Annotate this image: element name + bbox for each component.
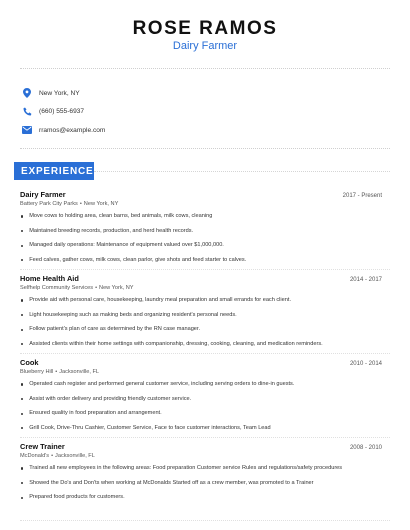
list-item: Assist with order delivery and providing friendly customer service. xyxy=(20,396,382,403)
email-link[interactable]: rramos@example.com xyxy=(39,126,106,134)
map-pin-icon xyxy=(22,88,32,98)
envelope-icon xyxy=(22,125,32,135)
divider xyxy=(20,520,390,521)
job-title: Dairy Farmer xyxy=(20,190,66,199)
contact-list xyxy=(22,84,105,140)
job-title: Cook xyxy=(20,358,39,367)
company-location: New York, NY xyxy=(83,201,119,207)
section-heading-experience: EXPERIENCE xyxy=(14,162,94,180)
list-item: Showed the Do's and Don'ts when working at McDonalds Started off as a crew member, was promoted to a Trainer xyxy=(20,480,382,487)
list-item: Assisted clients within their home settings with companionship, dressing, cooking, cleaning, and medication reminders. xyxy=(20,341,382,348)
company-name: Blueberry Hill xyxy=(20,369,54,375)
divider xyxy=(20,437,390,438)
bullet-list xyxy=(20,297,382,348)
list-item: Operated cash register and performed general customer service, including serving orders to dine-in guests. xyxy=(20,381,382,388)
job-company-line: Blueberry Hill • Jacksonville, FL xyxy=(20,369,100,375)
divider xyxy=(20,68,390,69)
job-dates: 2017 - Present xyxy=(342,193,382,199)
job-dates: 2010 - 2014 xyxy=(349,361,382,367)
bullet-list xyxy=(20,213,382,264)
list-item: Move cows to holding area, clean barns, bed animals, milk cows, cleaning xyxy=(20,213,382,220)
bullet-list xyxy=(20,381,382,432)
company-location: Jacksonville, FL xyxy=(59,369,100,375)
list-item: Ensured quality in food preparation and arrangement. xyxy=(20,410,382,417)
list-item: Grill Cook, Drive-Thru Cashier, Customer Service, Face to face customer interactions, Team Lead xyxy=(20,425,382,432)
phone-icon xyxy=(22,107,32,117)
job-entry xyxy=(20,358,382,439)
list-item: Prepared food products for customers. xyxy=(20,494,382,501)
company-name: McDonald's xyxy=(20,453,50,459)
bullet-list xyxy=(20,465,382,501)
list-item: Trained all new employees in the following areas: Food preparation Customer service Rules and regulations/safety procedures xyxy=(20,465,382,472)
company-name: Battery Park City Parks xyxy=(20,201,78,207)
list-item: Managed daily operations: Maintenance of equipment valued over $1,000,000. xyxy=(20,242,382,249)
job-dates: 2008 - 2010 xyxy=(349,445,382,451)
candidate-name: ROSE RAMOS xyxy=(132,18,278,39)
phone-text[interactable]: (660) 555-6937 xyxy=(39,108,85,116)
contact-email xyxy=(22,121,105,140)
list-item: Feed calves, gather cows, milk cows, clean parlor, give shots and feed starter to calves. xyxy=(20,257,382,264)
divider xyxy=(20,353,390,354)
divider xyxy=(94,171,390,172)
job-title-header: Dairy Farmer xyxy=(172,40,238,52)
job-title: Crew Trainer xyxy=(20,442,65,451)
job-title: Home Health Aid xyxy=(20,274,79,283)
job-company-line: Battery Park City Parks • New York, NY xyxy=(20,201,119,207)
list-item: Light housekeeping such as making beds and organizing resident's personal needs. xyxy=(20,312,382,319)
job-company-line: Selfhelp Community Services • New York, NY xyxy=(20,285,134,291)
job-entry xyxy=(20,442,382,509)
contact-location xyxy=(22,84,105,103)
job-dates: 2014 - 2017 xyxy=(349,277,382,283)
divider xyxy=(20,269,390,270)
company-name: Selfhelp Community Services xyxy=(20,285,94,291)
list-item: Provide aid with personal care, housekeeping, laundry meal preparation and small errands for each client. xyxy=(20,297,382,304)
job-entry xyxy=(20,274,382,355)
divider xyxy=(20,148,390,149)
company-location: New York, NY xyxy=(99,285,134,291)
location-text: New York, NY xyxy=(39,89,80,97)
company-location: Jacksonville, FL xyxy=(55,453,95,459)
job-entry xyxy=(20,190,382,271)
list-item: Maintained breeding records, production, and herd health records. xyxy=(20,228,382,235)
contact-phone xyxy=(22,103,105,122)
list-item: Follow patient's plan of care as determined by the RN case manager. xyxy=(20,326,382,333)
job-company-line: McDonald's • Jacksonville, FL xyxy=(20,453,95,459)
